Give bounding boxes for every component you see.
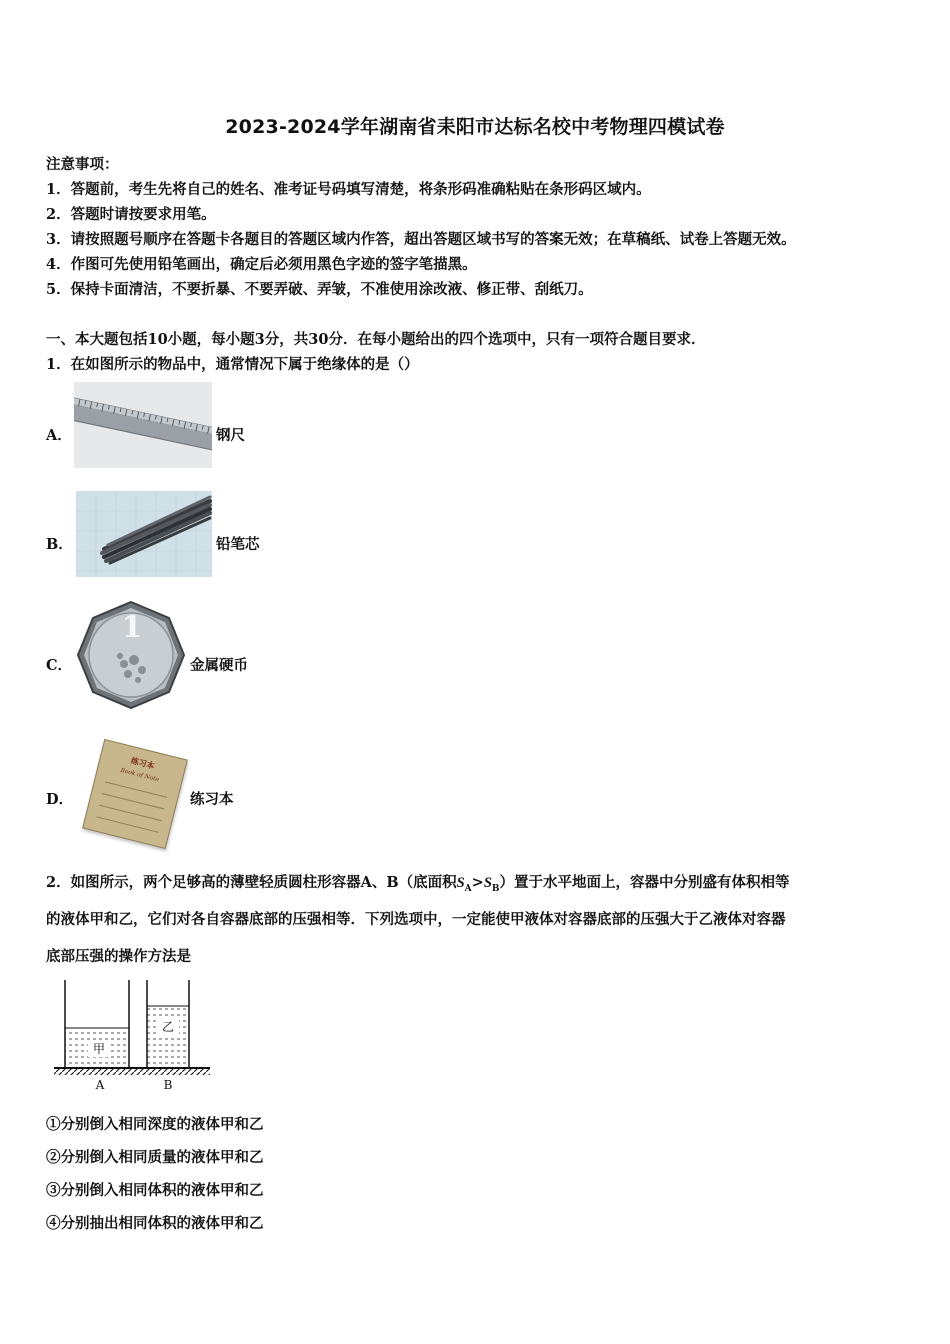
exercise-book-icon (78, 736, 188, 846)
option-b-text: 铅笔芯 (216, 536, 260, 553)
liquid-b-label: 乙 (157, 1018, 179, 1035)
pencil-leads-icon (76, 491, 212, 577)
notice-item: 5．保持卡面清洁，不要折暴、不要弄破、弄皱，不准使用涂改液、修正带、刮纸刀。 (46, 281, 593, 298)
area-symbol: S (483, 875, 492, 891)
option-d-text: 练习本 (190, 791, 234, 808)
containers-figure (50, 976, 220, 1096)
liquid-a-label: 甲 (88, 1040, 110, 1057)
area-symbol: S (456, 875, 465, 891)
option-a-text: 钢尺 (216, 427, 245, 444)
option-d-letter: D． (46, 791, 74, 808)
page-title: 2023-2024学年湖南省耒阳市达标名校中考物理四模试卷 (225, 116, 725, 138)
area-subscript: A (464, 883, 472, 894)
container-a-label: A (95, 1078, 105, 1092)
area-subscript: B (491, 883, 500, 894)
notice-item: 2．答题时请按要求用笔。 (46, 206, 216, 223)
choice-item: ②分别倒入相同质量的液体甲和乙 (46, 1149, 264, 1166)
option-b-letter: B． (46, 536, 73, 553)
coin-digit: 1 (121, 610, 143, 645)
choice-item: ③分别倒入相同体积的液体甲和乙 (46, 1182, 264, 1199)
notice-heading: 注意事项： (46, 156, 119, 173)
section-heading: 一、本大题包括10小题，每小题3分，共30分．在每小题给出的四个选项中，只有一项符合题目要求． (46, 331, 706, 348)
option-c-text: 金属硬币 (190, 657, 248, 674)
choice-item: ①分别倒入相同深度的液体甲和乙 (46, 1116, 264, 1133)
greater-than-sign: > (471, 874, 484, 891)
option-a-letter: A． (46, 427, 72, 444)
metal-coin-icon (76, 600, 186, 710)
notice-item: 4．作图可先使用铅笔画出，确定后必须用黑色字迹的签字笔描黑。 (46, 256, 477, 273)
book-cover-title: 练习本 (129, 756, 156, 771)
book-cover-subtitle: Book of Note (119, 766, 160, 784)
notice-item: 1．答题前，考生先将自己的姓名、准考证号码填写清楚，将条形码准确粘贴在条形码区域内。 (46, 181, 651, 198)
q2-stem-part: ）置于水平地面上，容器中分别盛有体积相等 (499, 874, 790, 891)
question-1-stem: 1．在如图所示的物品中，通常情况下属于绝缘体的是（） (46, 356, 419, 373)
question-2-stem-line-3: 底部压强的操作方法是 (46, 948, 191, 965)
container-b-label: B (163, 1078, 173, 1092)
option-c-letter: C． (46, 657, 73, 674)
steel-ruler-icon (74, 382, 212, 468)
question-2-stem-line-2: 的液体甲和乙，它们对各自容器底部的压强相等．下列选项中，一定能使甲液体对容器底部的压强大于乙液体对容器 (46, 911, 786, 928)
question-2-stem-line-1 (46, 871, 790, 894)
q2-stem-part: 2．如图所示，两个足够高的薄壁轻质圆柱形容器A、B（底面积 (46, 874, 457, 891)
notice-item: 3．请按照题号顺序在答题卡各题目的答题区域内作答，超出答题区域书写的答案无效；在草稿纸、试卷上答题无效。 (46, 231, 796, 248)
choice-item: ④分别抽出相同体积的液体甲和乙 (46, 1215, 264, 1232)
